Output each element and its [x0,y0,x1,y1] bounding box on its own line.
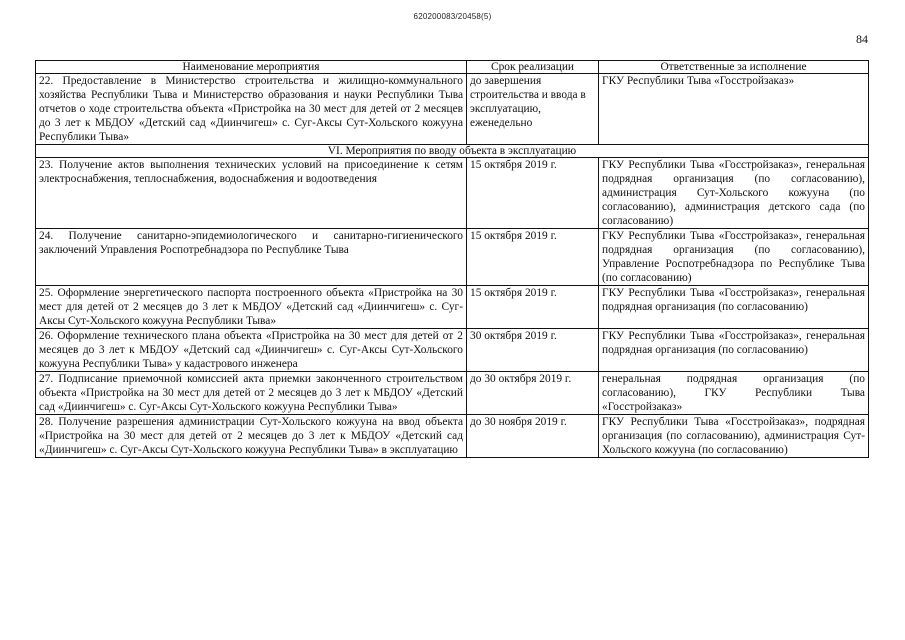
term-cell: 30 октября 2019 г. [467,329,599,372]
column-header-responsible: Ответственные за исполнение [599,61,869,74]
responsible-cell: ГКУ Республики Тыва «Госстройзаказ» [599,74,869,145]
responsible-cell: ГКУ Республики Тыва «Госстройзаказ», генеральная подрядная организация (по согласованию) [599,286,869,329]
table-row [36,286,869,329]
section-title: VI. Мероприятия по вводу объекта в эксплуатацию [36,145,869,158]
event-name-cell: 28. Получение разрешения администрации Сут-Хольского кожууна на ввод объекта «Пристройка на 30 мест для детей от 2 месяцев до 3 лет к МБДОУ «Детский сад «Диинчигеш» с. Суг-Аксы Сут-Хольского кожууна Республики Тыва» в эксплуатацию [36,415,467,458]
table-row [36,372,869,415]
term-cell: 15 октября 2019 г. [467,158,599,229]
event-name-cell: 24. Получение санитарно-эпидемиологического и санитарно-гигиенического заключений Управления Роспотребнадзора по Республике Тыва [36,229,467,286]
responsible-cell: ГКУ Республики Тыва «Госстройзаказ», подрядная организация (по согласованию), администрация Сут-Хольского кожууна (по согласованию) [599,415,869,458]
event-name-cell: 25. Оформление энергетического паспорта построенного объекта «Пристройка на 30 мест для детей от 2 месяцев до 3 лет к МБДОУ «Детский сад «Диинчигеш» с. Суг-Аксы Сут-Хольского кожууна Республики Тыва» [36,286,467,329]
section-row [36,145,869,158]
responsible-cell: ГКУ Республики Тыва «Госстройзаказ», генеральная подрядная организация (по согласованию), администрация Сут-Хольского кожууна (по согласованию), администрация детского сада (по согласованию) [599,158,869,229]
term-cell: 15 октября 2019 г. [467,286,599,329]
event-name-cell: 22. Предоставление в Министерство строительства и жилищно-коммунального хозяйства Республики Тыва и Министерство образования и науки Республики Тыва отчетов о ходе строительства объекта «Пристройка на 30 мест для детей от 2 месяцев до 3 лет к МБДОУ «Детский сад «Диинчигеш» с. Суг-Аксы Сут-Хольского кожууна Республики Тыва» [36,74,467,145]
table-row [36,158,869,229]
responsible-cell: ГКУ Республики Тыва «Госстройзаказ», генеральная подрядная организация (по согласованию) [599,329,869,372]
table-row [36,74,869,145]
document-id: 620200083/20458(5) [413,12,492,21]
event-name-cell: 27. Подписание приемочной комиссией акта приемки законченного строительством объекта «Пристройка на 30 мест для детей от 2 месяцев до 3 лет к МБДОУ «Детский сад «Диинчигеш» с. Суг-Аксы Сут-Хольского кожууна Республики Тыва» [36,372,467,415]
table-header-row [36,61,869,74]
page-number: 84 [856,32,868,46]
responsible-cell: генеральная подрядная организация (по согласованию), ГКУ Республики Тыва «Госстройзаказ» [599,372,869,415]
term-cell: до 30 октября 2019 г. [467,372,599,415]
table-row [36,415,869,458]
term-cell: до завершения строительства и ввода в эксплуатацию, еженедельно [467,74,599,145]
table-row [36,229,869,286]
event-name-cell: 23. Получение актов выполнения технических условий на присоединение к сетям электроснабжения, теплоснабжения, водоснабжения и водоотведения [36,158,467,229]
term-cell: до 30 ноября 2019 г. [467,415,599,458]
event-name-cell: 26. Оформление технического плана объекта «Пристройка на 30 мест для детей от 2 месяцев до 3 лет к МБДОУ «Детский сад «Диинчигеш» с. Суг-Аксы Сут-Хольского кожууна Республики Тыва» у кадастрового инженера [36,329,467,372]
term-cell: 15 октября 2019 г. [467,229,599,286]
events-table [35,60,869,458]
responsible-cell: ГКУ Республики Тыва «Госстройзаказ», генеральная подрядная организация (по согласованию), Управление Роспотребнадзора по Республике Тыва (по согласованию) [599,229,869,286]
table-row [36,329,869,372]
column-header-name: Наименование мероприятия [36,61,467,74]
column-header-term: Срок реализации [467,61,599,74]
